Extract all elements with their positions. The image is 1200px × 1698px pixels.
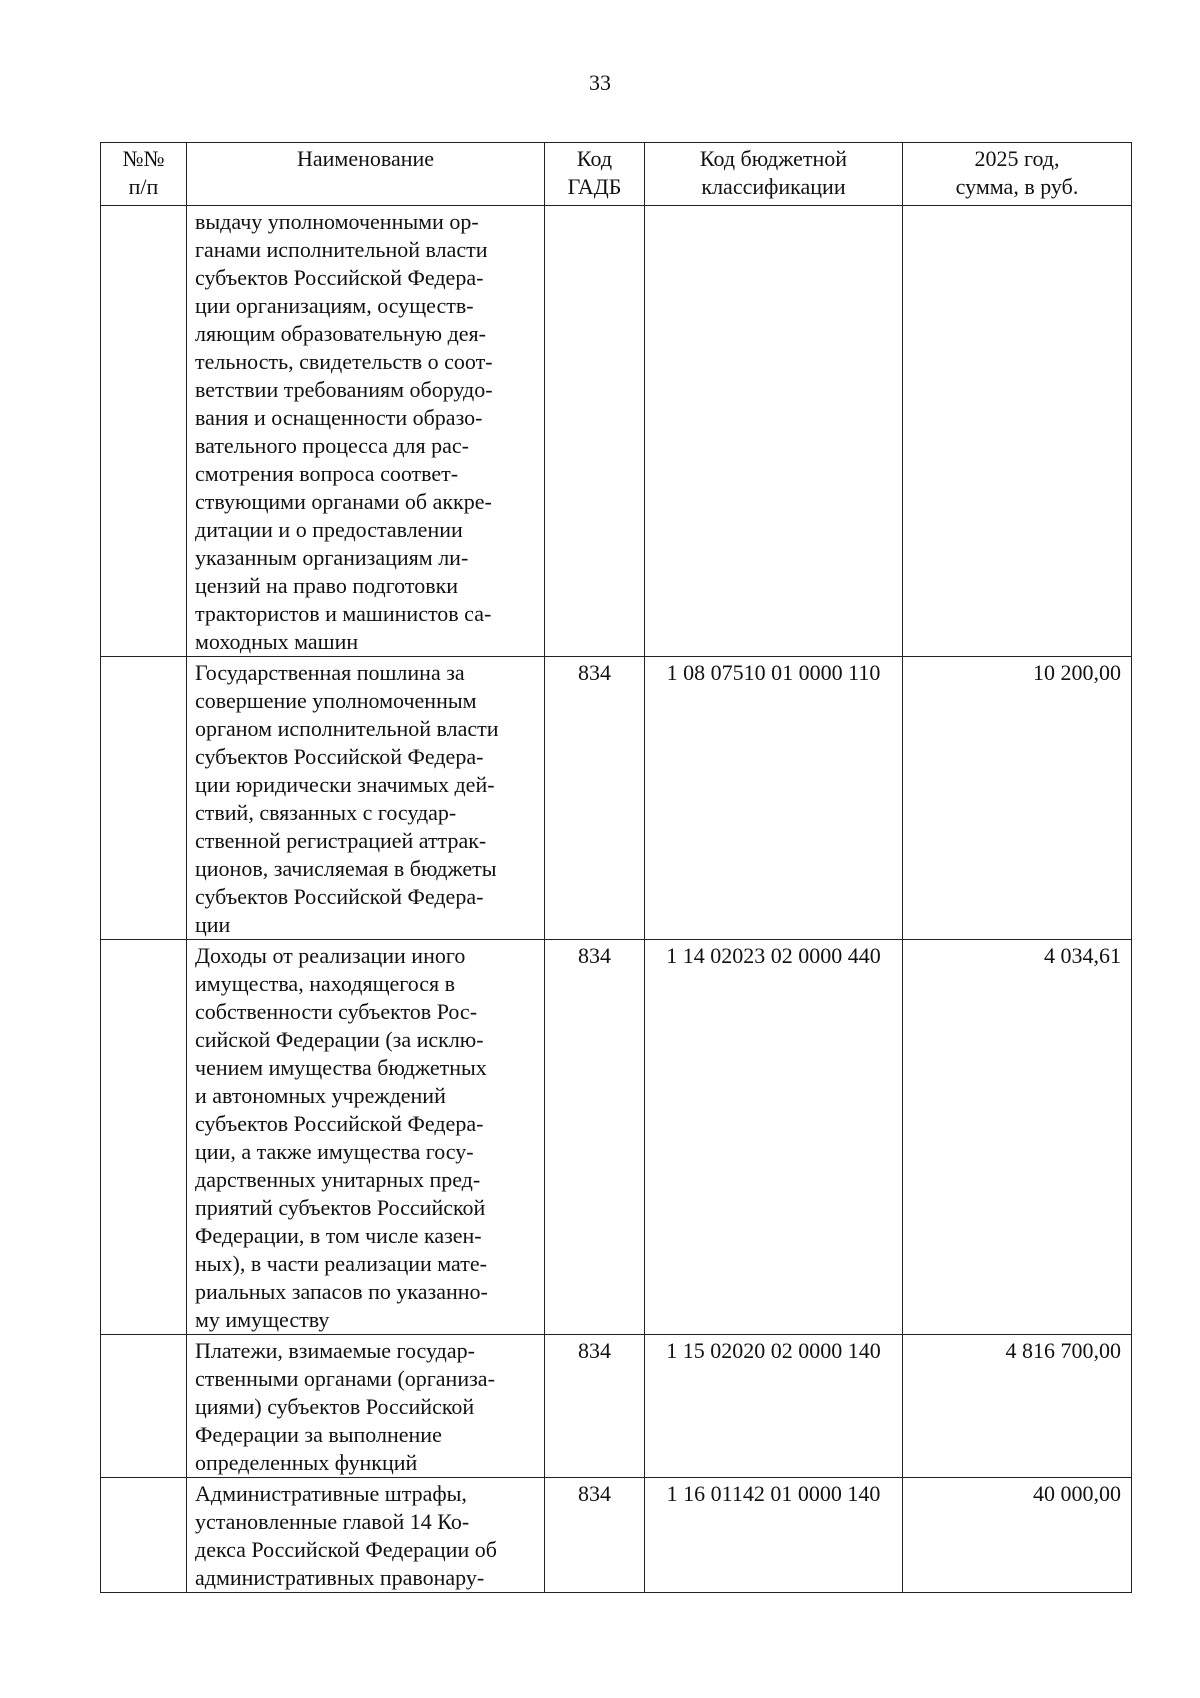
cell-row-number bbox=[101, 657, 187, 940]
header-row-number: №№ п/п bbox=[101, 143, 187, 206]
table-row bbox=[101, 657, 1132, 940]
cell-amount: 10 200,00 bbox=[903, 657, 1132, 940]
header-name: Наименование bbox=[187, 143, 545, 206]
cell-budget-class-code: 1 08 07510 01 0000 110 bbox=[645, 657, 903, 940]
cell-name: Доходы от реализации иного имущества, находящегося в собственности субъектов Рос- сийской Федерации (за исклю- чением имущества бюджетных и автономных учреждений субъектов Российской Федера- ции, а также имущества госу- дарственных унитарных пред- приятий субъектов Российской Федерации, в том числе казен- ных), в части реализации мате- риальных запасов по указанно- му имуществу bbox=[187, 940, 545, 1335]
cell-gadb-code: 834 bbox=[545, 1335, 645, 1478]
cell-amount: 40 000,00 bbox=[903, 1478, 1132, 1593]
cell-gadb-code: 834 bbox=[545, 1478, 645, 1593]
table-row bbox=[101, 940, 1132, 1335]
header-budget-class-code: Код бюджетной классификации bbox=[645, 143, 903, 206]
cell-gadb-code: 834 bbox=[545, 657, 645, 940]
table-row bbox=[101, 206, 1132, 657]
header-amount-2025: 2025 год, сумма, в руб. bbox=[903, 143, 1132, 206]
cell-amount: 4 816 700,00 bbox=[903, 1335, 1132, 1478]
table-row bbox=[101, 1335, 1132, 1478]
cell-row-number bbox=[101, 1335, 187, 1478]
cell-row-number bbox=[101, 1478, 187, 1593]
cell-budget-class-code bbox=[645, 206, 903, 657]
cell-row-number bbox=[101, 206, 187, 657]
cell-amount: 4 034,61 bbox=[903, 940, 1132, 1335]
header-gadb-code: Код ГАДБ bbox=[545, 143, 645, 206]
cell-row-number bbox=[101, 940, 187, 1335]
cell-budget-class-code: 1 16 01142 01 0000 140 bbox=[645, 1478, 903, 1593]
cell-amount bbox=[903, 206, 1132, 657]
cell-name: выдачу уполномоченными ор- ганами исполнительной власти субъектов Российской Федера- ции организациям, осуществ- ляющим образовательную дея- тельность, свидетельств о соот- ветствии требованиям оборудо- вания и оснащенности образо- вательного процесса для рас- смотрения вопроса соответ- ствующими органами об аккре- дитации и о предоставлении указанным организациям ли- цензий на право подготовки трактористов и машинистов са- моходных машин bbox=[187, 206, 545, 657]
page-number: 33 bbox=[589, 70, 611, 95]
cell-budget-class-code: 1 14 02023 02 0000 440 bbox=[645, 940, 903, 1335]
cell-budget-class-code: 1 15 02020 02 0000 140 bbox=[645, 1335, 903, 1478]
cell-name: Государственная пошлина за совершение уполномоченным органом исполнительной власти субъектов Российской Федера- ции юридически значимых дей- ствий, связанных с государ- ственной регистрацией аттрак- ционов, зачисляемая в бюджеты субъектов Российской Федера- ции bbox=[187, 657, 545, 940]
table-header-row bbox=[101, 143, 1132, 206]
cell-gadb-code: 834 bbox=[545, 940, 645, 1335]
cell-name: Платежи, взимаемые государ- ственными органами (организа- циями) субъектов Российской Федерации за выполнение определенных функций bbox=[187, 1335, 545, 1478]
table-row bbox=[101, 1478, 1132, 1593]
cell-gadb-code bbox=[545, 206, 645, 657]
cell-name: Административные штрафы, установленные главой 14 Ко- декса Российской Федерации об административных правонару- bbox=[187, 1478, 545, 1593]
revenue-table bbox=[100, 142, 1132, 1593]
